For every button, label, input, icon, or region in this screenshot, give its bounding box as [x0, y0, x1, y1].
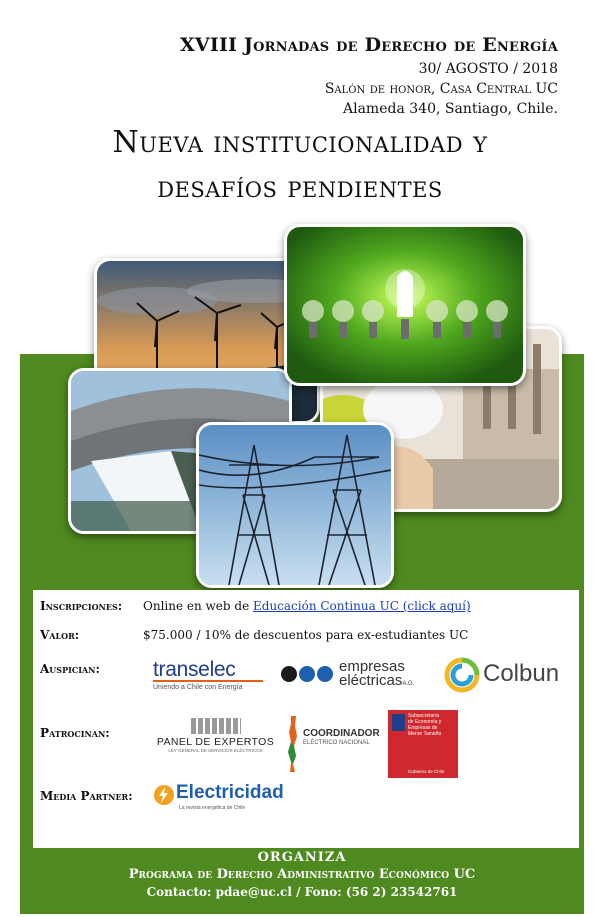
- gobierno-text: [408, 713, 441, 737]
- program-name: Programa de Derecho Administrativo Económico UC: [128, 867, 476, 882]
- media-label: Media Partner:: [40, 789, 133, 803]
- gobierno-flag-icon: [392, 714, 405, 731]
- panel-grid-icon: [191, 718, 241, 734]
- patrocinan-row: [40, 726, 110, 740]
- event-header: [180, 34, 558, 117]
- media-row: [40, 789, 133, 803]
- colbun-name: Colbun: [483, 660, 560, 687]
- main-title-line-1: Nueva institucionalidad y: [112, 125, 488, 160]
- empresas-line-2-text: eléctricas: [339, 672, 403, 689]
- empresas-line-2: [339, 674, 414, 691]
- gobierno-line-1: Subsecretaría: [408, 713, 440, 719]
- gobierno-logo: [388, 710, 458, 778]
- valor-value: $75.000 / 10% de descuentos para ex-estudiantes UC: [143, 628, 469, 642]
- contact-info: Contacto: pdae@uc.cl / Fono: (56 2) 23542761: [146, 885, 458, 899]
- electricidad-tagline: La revista energética de Chile: [179, 805, 246, 811]
- electricidad-logo: [153, 782, 293, 816]
- event-address: Alameda 340, Santiago, Chile.: [343, 101, 558, 117]
- gobierno-footer: Gobierno de Chile: [408, 769, 445, 774]
- dot-icon-3: [317, 666, 333, 682]
- auspician-label: Auspician:: [40, 662, 100, 676]
- chile-map-icon: [285, 714, 301, 774]
- panel-sub: LEY GENERAL DE SERVICIOS ELÉCTRICOS: [168, 748, 263, 753]
- panel-name: PANEL DE EXPERTOS: [156, 736, 275, 748]
- power-towers-photo: [196, 422, 394, 588]
- coordinador-sub: ELÉCTRICO NACIONAL: [303, 740, 370, 746]
- auspician-row: [40, 662, 100, 676]
- light-bulbs-photo: [284, 224, 526, 386]
- event-venue: Salón de honor, Casa Central UC: [324, 81, 558, 97]
- colbun-swirl-icon: [443, 656, 481, 694]
- inscripciones-text: Online en web de: [143, 599, 253, 613]
- transelec-name: transelec: [153, 658, 236, 681]
- empresas-electricas-logo: [281, 660, 441, 694]
- dot-icon-2: [299, 666, 315, 682]
- coordinador-logo: [285, 714, 385, 774]
- gobierno-line-2: de Economía y: [408, 719, 442, 725]
- inscripciones-row: [40, 599, 471, 613]
- main-title-line-2: desafíos pendientes: [157, 170, 443, 205]
- educacion-continua-link[interactable]: Educación Continua UC (click aquí): [253, 599, 471, 613]
- event-date: 30/ AGOSTO / 2018: [418, 61, 558, 77]
- colbun-logo: [443, 654, 563, 696]
- coordinador-name: COORDINADOR: [303, 728, 380, 739]
- valor-row: [40, 628, 469, 642]
- dot-icon-1: [281, 666, 297, 682]
- gobierno-line-3: Empresas de: [408, 725, 438, 731]
- empresas-suffix: A.G.: [402, 681, 415, 687]
- event-title: XVIII Jornadas de Derecho de Energía: [179, 34, 558, 56]
- bolt-icon: [153, 784, 175, 806]
- transelec-tagline: Uniendo a Chile con Energía: [153, 684, 243, 691]
- electricidad-name: Electricidad: [176, 782, 284, 803]
- patrocinan-label: Patrocinan:: [40, 726, 110, 740]
- organiza-label: ORGANIZA: [257, 850, 347, 865]
- empresas-line-1: empresas: [339, 658, 405, 675]
- info-box: [33, 590, 579, 848]
- empresas-text: [339, 660, 414, 691]
- panel-expertos-logo: [153, 718, 278, 758]
- transelec-logo: [153, 658, 263, 702]
- inscripciones-value: [143, 599, 471, 613]
- inscripciones-label: Inscripciones:: [40, 599, 123, 613]
- main-title: [0, 120, 600, 210]
- footer: [20, 850, 584, 899]
- gobierno-line-4: Menor Tamaño: [408, 731, 442, 737]
- valor-label: Valor:: [40, 628, 80, 642]
